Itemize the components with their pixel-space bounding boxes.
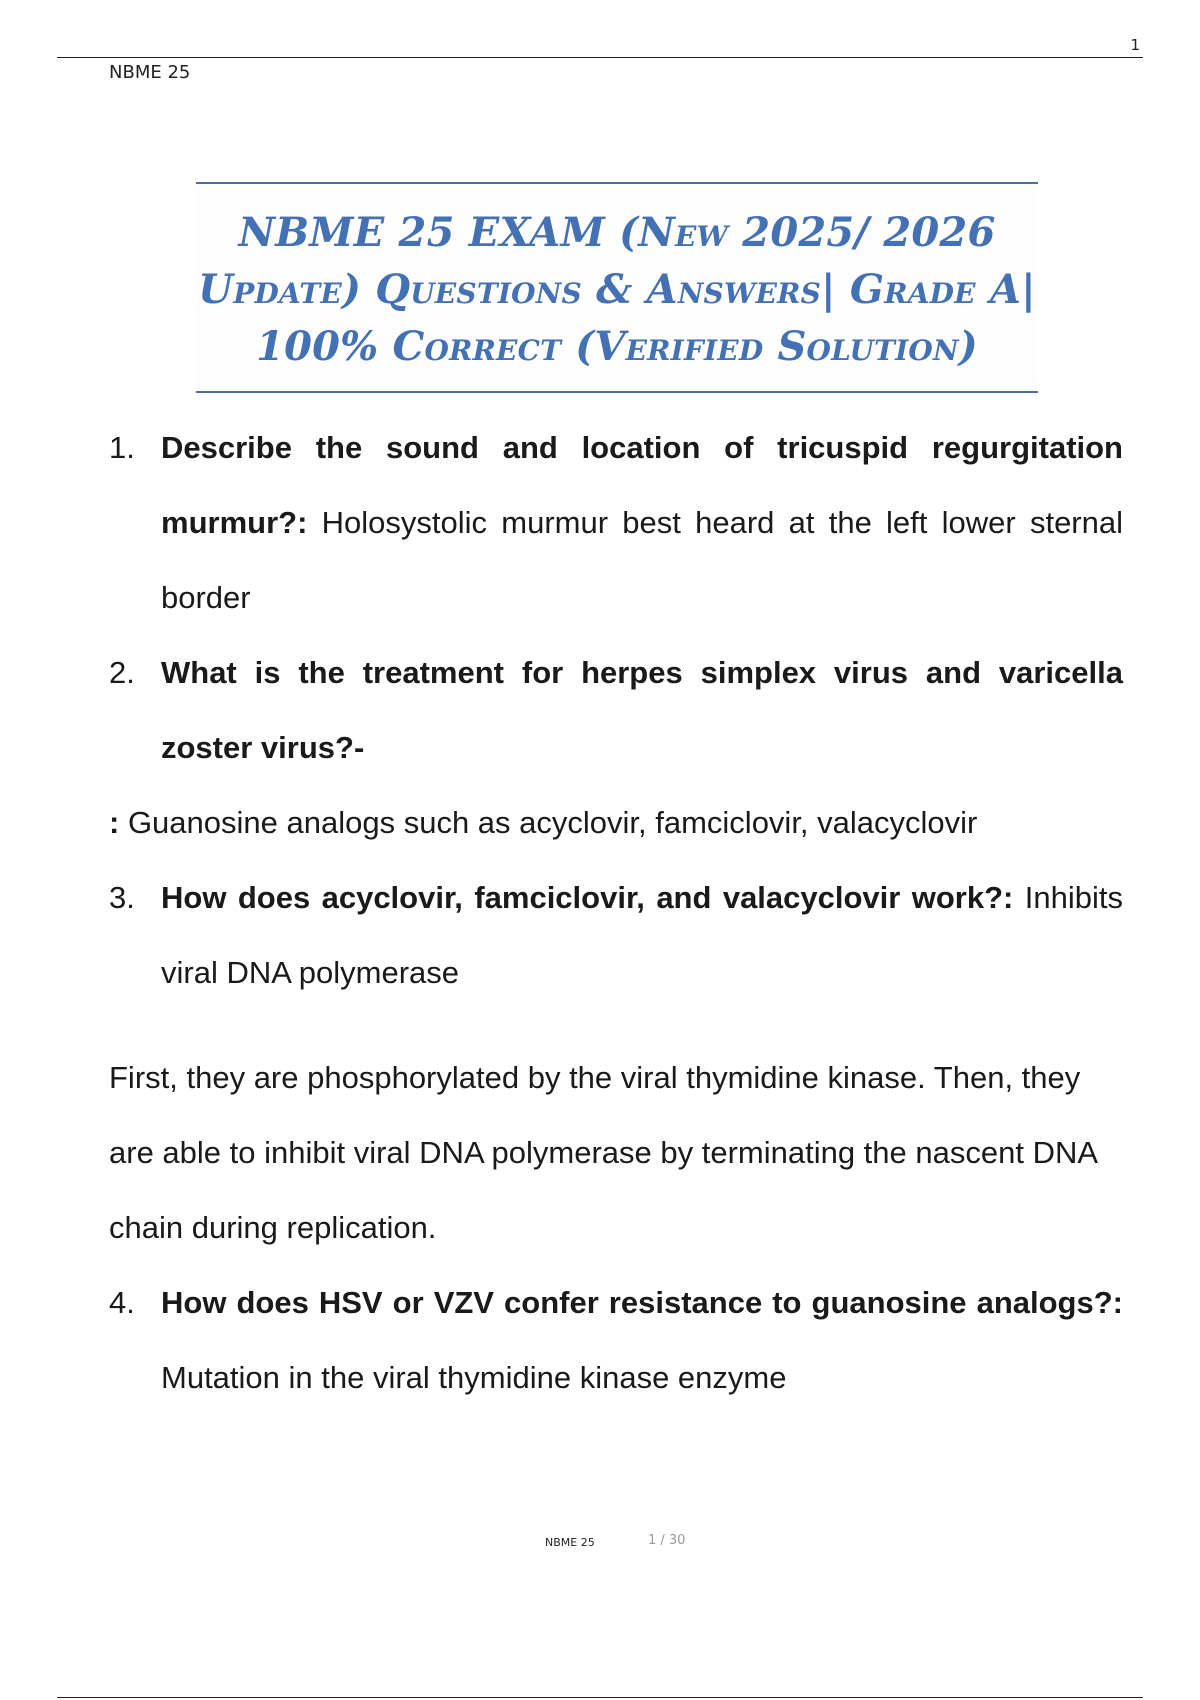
question-text: Describe the sound and location of tricuspid regurgitation murmur?: — [161, 430, 1123, 540]
question-number: 3. — [109, 880, 135, 915]
document-title: NBME 25 EXAM (New 2025/ 2026 Update) Questions & Answers| Grade A| 100% Correct (Verified Solution) — [198, 209, 1036, 370]
standalone-answer — [109, 785, 1123, 860]
question-list — [109, 410, 1123, 1415]
answer-text: Guanosine analogs such as acyclovir, famciclovir, valacyclovir — [119, 805, 978, 840]
explanation-paragraph: First, they are phosphorylated by the viral thymidine kinase. Then, they are able to inhibit viral DNA polymerase by terminating the nascent DNA chain during replication. — [109, 1060, 1097, 1245]
answer-text: Holosystolic murmur best heard at the left lower sternal border — [161, 505, 1123, 615]
footer-rule — [57, 1697, 1143, 1698]
question-item — [109, 410, 1123, 635]
answer-text: Inhibits viral DNA polymerase — [161, 880, 1123, 990]
answer-prefix: : — [109, 805, 120, 840]
footer-label: NBME 25 — [545, 1536, 595, 1549]
question-text: How does HSV or VZV confer resistance to guanosine analogs?: — [161, 1285, 1123, 1320]
question-number: 4. — [109, 1285, 135, 1320]
running-header: NBME 25 — [109, 62, 191, 83]
page-number: 1 — [1130, 36, 1140, 54]
question-item — [109, 635, 1123, 785]
title-block — [196, 182, 1038, 393]
footer-page-indicator: 1 / 30 — [648, 1533, 686, 1548]
question-number: 2. — [109, 655, 135, 690]
answer-text: Mutation in the viral thymidine kinase enzyme — [161, 1360, 787, 1395]
question-item — [109, 1265, 1123, 1415]
question-number: 1. — [109, 430, 135, 465]
header-rule — [57, 57, 1143, 58]
question-item — [109, 860, 1123, 1010]
question-text: What is the treatment for herpes simplex virus and varicella zoster virus?- — [161, 655, 1123, 765]
question-text: How does acyclovir, famciclovir, and valacyclovir work?: — [161, 880, 1014, 915]
